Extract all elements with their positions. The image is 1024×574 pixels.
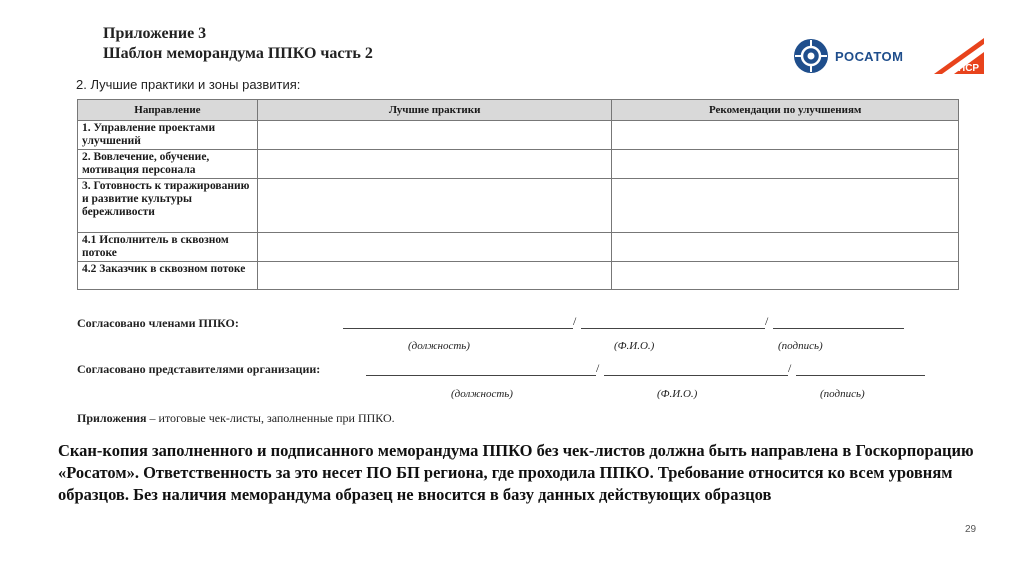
best-practice-cell[interactable] [257, 233, 612, 262]
table-row [78, 262, 959, 290]
direction-cell: 1. Управление проектами улучшений [78, 121, 258, 150]
rosatom-atom-icon [793, 38, 829, 74]
direction-cell: 4.1 Исполнитель в сквозном потоке [78, 233, 258, 262]
page-number: 29 [965, 524, 977, 535]
pss-logo [934, 38, 984, 79]
recommendation-cell[interactable] [612, 150, 959, 179]
separator: / [596, 361, 600, 375]
rosatom-logo [793, 38, 903, 74]
table-header-row [78, 100, 959, 121]
caption-signature: (подпись) [820, 388, 865, 400]
direction-cell: 4.2 Заказчик в сквозном потоке [78, 262, 258, 290]
best-practice-cell[interactable] [257, 179, 612, 233]
caption-name: (Ф.И.О.) [657, 388, 698, 400]
members-signature-line[interactable] [773, 328, 904, 329]
org-signature-line[interactable] [796, 375, 925, 376]
attachments-note [77, 411, 395, 426]
recommendation-cell[interactable] [612, 179, 959, 233]
table-row [78, 179, 959, 233]
direction-cell: 2. Вовлечение, обучение, мотивация персонала [78, 150, 258, 179]
best-practices-table [77, 99, 959, 290]
recommendation-cell[interactable] [612, 233, 959, 262]
caption-position: (должность) [451, 388, 513, 400]
caption-name: (Ф.И.О.) [614, 340, 655, 352]
best-practice-cell[interactable] [257, 150, 612, 179]
org-approval-label: Согласовано представителями организации: [77, 362, 321, 376]
members-position-line[interactable] [343, 328, 573, 329]
table-row [78, 150, 959, 179]
caption-signature: (подпись) [778, 340, 823, 352]
org-name-line[interactable] [604, 375, 788, 376]
header-best-practices: Лучшие практики [257, 100, 612, 121]
recommendation-cell[interactable] [612, 121, 959, 150]
table-row [78, 121, 959, 150]
pss-emblem-icon [934, 38, 984, 74]
recommendation-cell[interactable] [612, 262, 959, 290]
best-practice-cell[interactable] [257, 121, 612, 150]
rosatom-wordmark: РОСАТОМ [835, 48, 904, 64]
direction-cell: 3. Готовность к тиражированию и развитие культуры бережливости [78, 179, 258, 233]
section-heading: 2. Лучшие практики и зоны развития: [76, 77, 301, 92]
org-position-line[interactable] [366, 375, 596, 376]
pss-logo-text: ПСР [958, 63, 980, 74]
separator: / [573, 314, 577, 328]
requirement-paragraph: Скан-копия заполненного и подписанного меморандума ППКО без чек-листов должна быть направлена в Госкорпорацию «Росатом». Ответственность за это несет ПО БП региона, где проходила ППКО. Требование относится ко всем уровням образцов. Без наличия меморандума образец не вносится в базу данных действующих образцов [58, 441, 974, 504]
attachments-text: – итоговые чек-листы, заполненные при ППКО. [146, 411, 395, 425]
members-name-line[interactable] [581, 328, 765, 329]
members-approval-label: Согласовано членами ППКО: [77, 316, 239, 330]
separator: / [788, 361, 792, 375]
table-row [78, 233, 959, 262]
title-line-1: Приложение 3 [103, 25, 207, 42]
slide-title [103, 24, 373, 64]
attachments-label: Приложения [77, 411, 147, 425]
header-direction: Направление [78, 100, 258, 121]
separator: / [765, 314, 769, 328]
best-practice-cell[interactable] [257, 262, 612, 290]
caption-position: (должность) [408, 340, 470, 352]
header-recommendations: Рекомендации по улучшениям [612, 100, 959, 121]
title-line-2: Шаблон меморандума ППКО часть 2 [103, 45, 373, 62]
